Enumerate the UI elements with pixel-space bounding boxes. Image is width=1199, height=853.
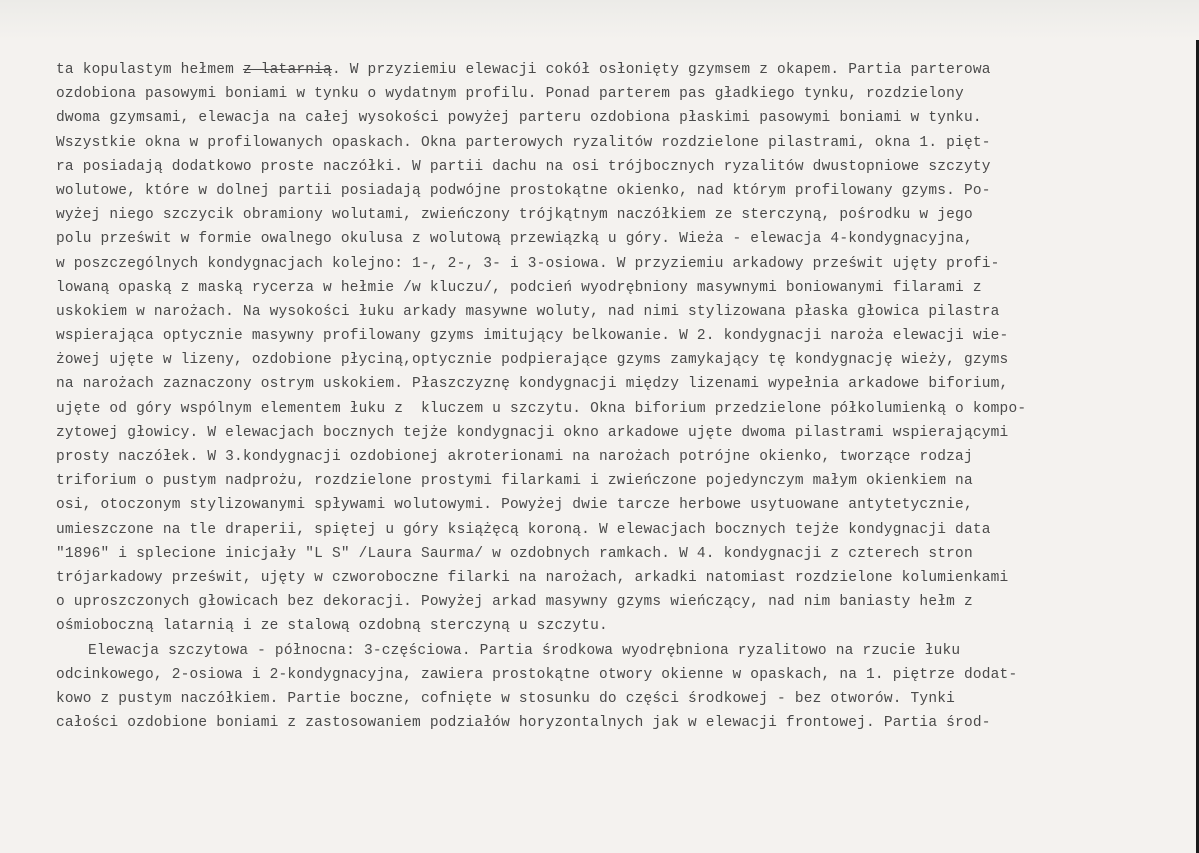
text-line bbox=[56, 58, 1156, 82]
text-line: na narożach zaznaczony ostrym uskokiem. Płaszczyznę kondygnacji między lizenami wypełnia arkadowe biforium, bbox=[56, 376, 1009, 393]
text-line: osi, otoczonym stylizowanymi spływami wolutowymi. Powyżej dwie tarcze herbowe usytuowane antytetycznie, bbox=[56, 497, 973, 514]
text-line: żowej ujęte w lizeny, ozdobione płyciną,optycznie podpierające gzyms zamykający tę kondygnację wieży, gzyms bbox=[56, 352, 1009, 369]
show-through-top bbox=[0, 0, 1199, 40]
text-line: Wszystkie okna w profilowanych opaskach. Okna parterowych ryzalitów rozdzielone pilastrami, okna 1. pięt- bbox=[56, 134, 991, 151]
text-line: dwoma gzymsami, elewacja na całej wysokości powyżej parteru ozdobiona płaskimi pasowymi boniami w tynku. bbox=[56, 110, 982, 127]
text-line: ujęte od góry wspólnym elementem łuku z kluczem u szczytu. Okna biforium przedzielone półkolumienką o kompo- bbox=[56, 400, 1027, 417]
paragraph-start-line: Elewacja szczytowa - północna: 3-częściowa. Partia środkowa wyodrębniona ryzalitowo na rzucie łuku bbox=[88, 642, 961, 659]
text-line: zytowej głowicy. W elewacjach bocznych tejże kondygnacji okno arkadowe ujęte dwoma pilastrami wspierającymi bbox=[56, 424, 1009, 441]
text-line: triforium o pustym nadprożu, rozdzielone prostymi filarkami i zwieńczone pojedynczym małym okienkiem na bbox=[56, 473, 973, 490]
text-segment: . W przyziemiu elewacji cokół osłonięty gzymsem z okapem. Partia parterowa bbox=[331, 62, 991, 78]
text-line: wyżej niego szczycik obramiony wolutami, zwieńczony trójkątnym naczółkiem ze sterczyną, pośrodku w jego bbox=[56, 207, 973, 224]
text-line: prosty naczółek. W 3.kondygnacji ozdobionej akroterionami na narożach potrójne okienko, tworzące rodzaj bbox=[56, 449, 973, 465]
text-line: wspierająca optycznie masywny profilowany gzyms imitujący belkowanie. W 2. kondygnacji naroża elewacji wie- bbox=[56, 328, 1009, 345]
text-line: odcinkowego, 2-osiowa i 2-kondygnacyjna, zawiera prostokątne otwory okienne w opaskach, na 1. piętrze dodat- bbox=[56, 666, 1018, 683]
struck-text: z latarnią bbox=[242, 62, 332, 78]
text-line: kowo z pustym naczółkiem. Partie boczne, cofnięte w stosunku do części środkowej - bez otworów. Tynki bbox=[56, 690, 956, 707]
text-line: ra posiadają dodatkowo proste naczółki. W partii dachu na osi trójbocznych ryzalitów dwustopniowe szczyty bbox=[56, 158, 991, 175]
text-line: ozdobiona pasowymi boniami w tynku o wydatnym profilu. Ponad parterem pas gładkiego tynku, rozdzielony bbox=[56, 86, 964, 103]
text-line: całości ozdobione boniami z zastosowaniem podziałów horyzontalnych jak w elewacji frontowej. Partia środ- bbox=[56, 715, 991, 732]
text-line: polu prześwit w formie owalnego okulusa z wolutową przewiązką u góry. Wieża - elewacja 4-kondygnacyjna, bbox=[56, 231, 973, 248]
text-segment: ta kopulastym hełmem bbox=[56, 62, 243, 78]
text-line: umieszczone na tle draperii, spiętej u góry książęcą koroną. W elewacjach bocznych tejże kondygnacji data bbox=[56, 521, 991, 538]
text-line: "1896" i splecione inicjały "L S" /Laura Saurma/ w ozdobnych ramkach. W 4. kondygnacji z czterech stron bbox=[56, 545, 973, 562]
typed-text bbox=[56, 58, 1156, 735]
text-line: trójarkadowy prześwit, ujęty w czworoboczne filarki na narożach, arkadki natomiast rozdzielone kolumienkami bbox=[56, 569, 1009, 586]
text-line: o uproszczonych głowicach bez dekoracji. Powyżej arkad masywny gzyms wieńczący, nad nim baniasty hełm z bbox=[56, 594, 973, 611]
text-line: wolutowe, które w dolnej partii posiadają podwójne prostokątne okienko, nad którym profilowany gzyms. Po- bbox=[56, 182, 991, 199]
text-line: uskokiem w narożach. Na wysokości łuku arkady masywne woluty, nad nimi stylizowana płaska głowica pilastra bbox=[56, 303, 1000, 320]
text-line: ośmioboczną latarnią i ze stalową ozdobną sterczyną u szczytu. bbox=[56, 618, 608, 635]
text-line: w poszczególnych kondygnacjach kolejno: 1-, 2-, 3- i 3-osiowa. W przyziemiu arkadowy prześwit ujęty profi- bbox=[56, 255, 1000, 272]
text-line: lowaną opaską z maską rycerza w hełmie /w kluczu/, podcień wyodrębniony masywnymi boniowanymi filarami z bbox=[56, 279, 982, 296]
